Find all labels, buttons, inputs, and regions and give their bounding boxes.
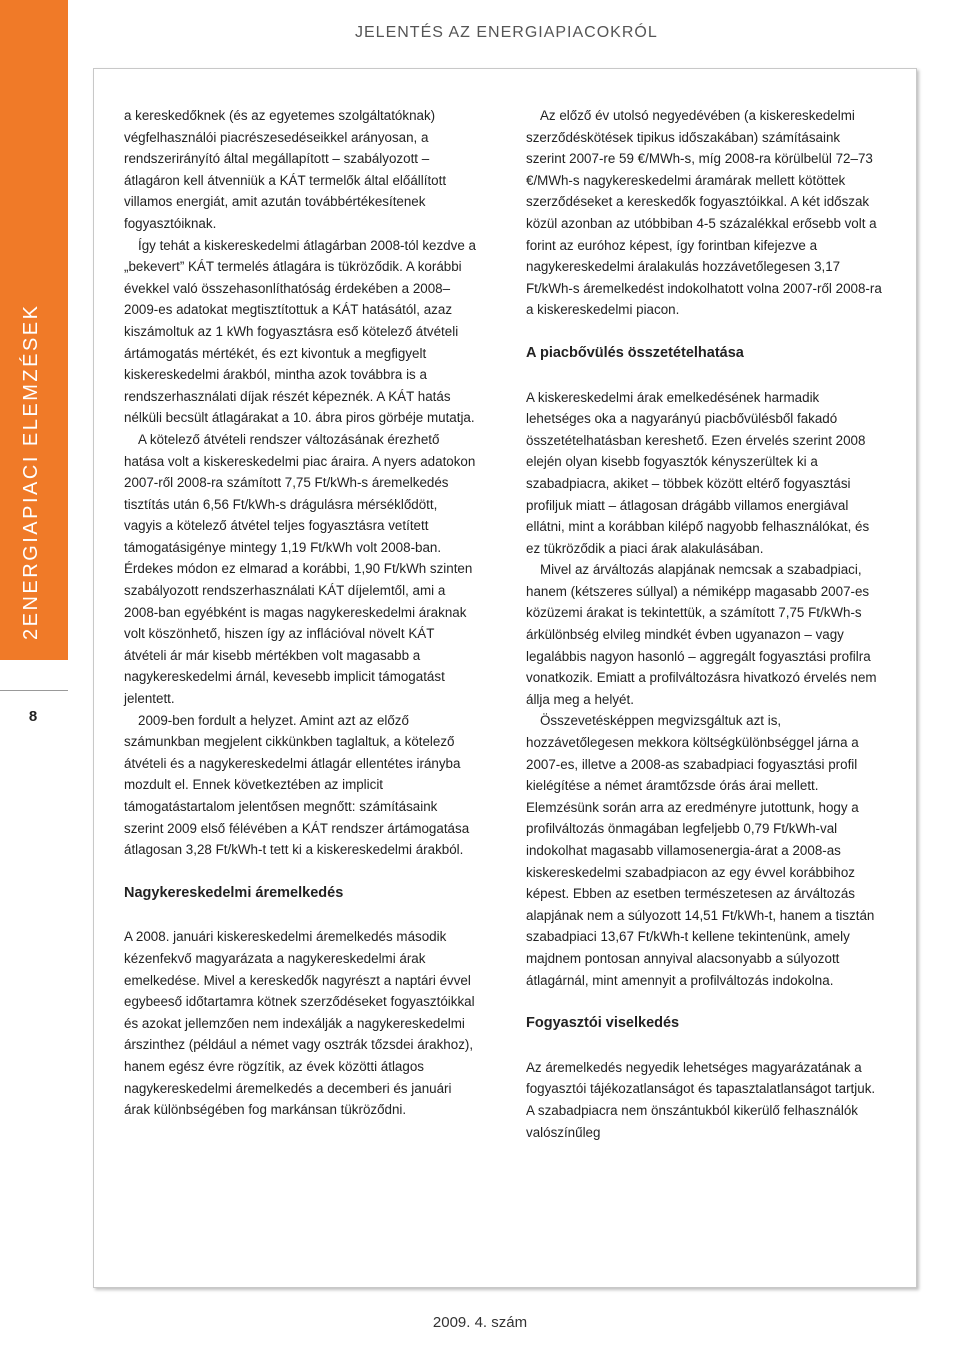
right-column: [526, 105, 882, 1143]
paragraph: A kiskereskedelmi árak emelkedésének harmadik lehetséges oka a nagyarányú piacbővülésből fakadó összetételhatásban kereshető. Ezen érvelés szerint 2008 elején olyan kisebb fogyasztók kényszerültek ki a szabadpiacra, akiket – többek között eltérő fogyasztási profiljuk miatt – átlagosan drágább villamos energiával ellátni, mint a korábban kilépő nagyobb felhasználókat, és ez tükröződik a piaci árak alakulásában.: [526, 389, 870, 556]
paragraph: 2009-ben fordult a helyzet. Amint azt az előző számunkban megjelent cikkünkben taglaltuk, a kötelező átvételi és a nagykereskedelmi átlagár ellentétes irányba mozdult el. Ennek következtében az implicit támogatástartalom jelentősen megnőtt: számításaink szerint 2009 első félévében a KÁT rendszer ártámogatása átlagosan 3,28 Ft/kWh-t tett ki a kiskereskedelmi árakból.: [124, 712, 470, 858]
publication-title: JELENTÉS AZ ENERGIAPIACOKRÓL: [355, 24, 658, 41]
page-number: 8: [28, 708, 38, 725]
paragraph: Az előző év utolsó negyedévében (a kiskereskedelmi szerződéskötések tipikus időszakában) számításaink szerint 2007-re 59 €/MWh-s, míg 2008-ra körülbelül 72–73 €/MWh-s nagykereskedelmi áramárak mellett kötöttek szerződéseket a kereskedők fogyasztóikkal. A két időszak közül azonban az utóbbiban 4-5 százalékkal erősebb volt a forint az euróhoz képest, így forintban kifejezve a nagykereskedelmi áralakulás hozzávetőlegesen 3,17 Ft/kWh-s áremelkedést indokolhatott volna 2007-ről 2008-ra a kiskereskedelmi piacon.: [526, 108, 882, 318]
page-number-rule: [0, 690, 68, 691]
paragraph: Mivel az árváltozás alapjának nemcsak a szabadpiaci, hanem (kétszeres súllyal) a némiképp magasabb 2007-es közüzemi árakat is tekintettük, a számított 7,75 Ft/kWh-s árkülönbség elvileg mindkét évben ugyanazon – vagy legalábbis nagyon hasonló – aggregált fogyasztási profilra vonatkozik. Emiatt a profilváltozásra hivatkozó érvelés nem állja meg a helyét.: [526, 562, 877, 707]
left-column: [124, 105, 476, 1121]
issue-footer: 2009. 4. szám: [432, 1314, 528, 1331]
paragraph: A kötelező átvételi rendszer változásának érezhető hatása volt a kiskereskedelmi piac áraira. A nyers adatokon 2007-ről 2008-ra számított 7,75 Ft/kWh-s áremelkedés tisztítás után 6,56 Ft/kWh-s drágulásra mérséklődött, vagyis a kötelező átvétel teljes fogyasztásra vetített támogatásigénye mintegy 1,19 Ft/kWh volt 2008-ban. Érdekes módon ez elmarad a korábbi, 1,90 Ft/kWh szinten szabályozott rendszerhasználati KÁT díjelemtől, ami a 2008-ban egyébként is magas nagykereskedelmi áraknak volt köszönhető, hiszen így az inflációval növelt KÁT átvételi ár már kisebb mértékben volt magasabb a nagykereskedelmi árnál, kevesebb implicit támogatást jelentett.: [124, 431, 476, 707]
section-sidebar: [0, 0, 68, 660]
paragraph: Így tehát a kiskereskedelmi átlagárban 2008-tól kezdve a „bekevert” KÁT termelés átlagára is tükröződik. A korábbi évekkel való összehasonlíthatóság érdekében a 2008–2009-es adatokat megtisztítottuk a KÁT hatásától, azaz kiszámoltuk az 1 kWh fogyasztásra eső kötelező átvételi ártámogatás mértékét, és ezt kivontuk a megfigyelt kiskereskedelmi árakból, mintha azok továbbra is a rendszerhasználati díjak részét képeznék. A KÁT hatás nélküli becsült átlagárakat a 10. ábra piros görbéje mutatja.: [124, 237, 476, 426]
article-box: [93, 68, 917, 1288]
paragraph: Összevetésképpen megvizsgáltuk azt is, hozzávetőlegesen mekkora költségkülönbséggel járna a 2007-es, illetve a 2008-as szabadpiaci fogyasztási profil kielégítése a német áramtőzsde órás árai mellett. Elemzésünk során arra az eredményre jutottunk, hogy a profilváltozás önmagában legfeljebb 0,79 Ft/kWh-val indokolhat magasabb villamosenergia-árat a 2008-as kiskereskedelmi szabadpiacon az egy évvel korábbihoz képest. Ebben az esetben természetesen az árváltozás alapjának nem a súlyozott 14,51 Ft/kWh-t, hanem a tisztán szabadpiaci 13,67 Ft/kWh-t kellene tekintenünk, amely majdnem pontosan annyival alacsonyabb a súlyozott átlagárnál, mint amennyit a profilváltozás indokolna.: [526, 713, 875, 988]
section-heading: Nagykereskedelmi áremelkedés: [124, 884, 344, 901]
paragraph: A 2008. januári kiskereskedelmi áremelkedés második kézenfekvő magyarázata a nagykereskedelmi árak emelkedése. Mivel a kereskedők nagyrészt a naptári évvel egybeeső időtartamra kötnek szerződéseket fogyasztóikkal és azokat jellemzően nem indexálják a nagykereskedelmi árszinthez (például a német vagy osztrák tőzsdei árakhoz), hanem egész évre rögzítik, az évek közötti átlagos nagykereskedelmi áremelkedés a decemberi és januári árak különbségében fog markánsan tükröződni.: [124, 929, 475, 1118]
section-heading: Fogyasztói viselkedés: [526, 1015, 680, 1032]
section-heading: A piacbővülés összetételhatása: [526, 344, 744, 361]
paragraph: a kereskedőknek (és az egyetemes szolgáltatóknak) végfelhasználói piacrészesedéseikkel arányosan, a rendszerirányító által megállapított – szabályozott – átlagáron kell átvenniük a KÁT termelők által előállított villamos energiát, amit azután továbbértékesítenek fogyasztóiknak.: [124, 108, 447, 231]
paragraph: Az áremelkedés negyedik lehetséges magyarázatának a fogyasztói tájékozatlanságot és tapasztalatlanságot tartjuk. A szabadpiacra nem önszántukból kikerülő felhasználók valószínűleg: [526, 1059, 876, 1140]
section-label: 2ENERGIAPIACI ELEMZÉSEK: [20, 303, 42, 640]
